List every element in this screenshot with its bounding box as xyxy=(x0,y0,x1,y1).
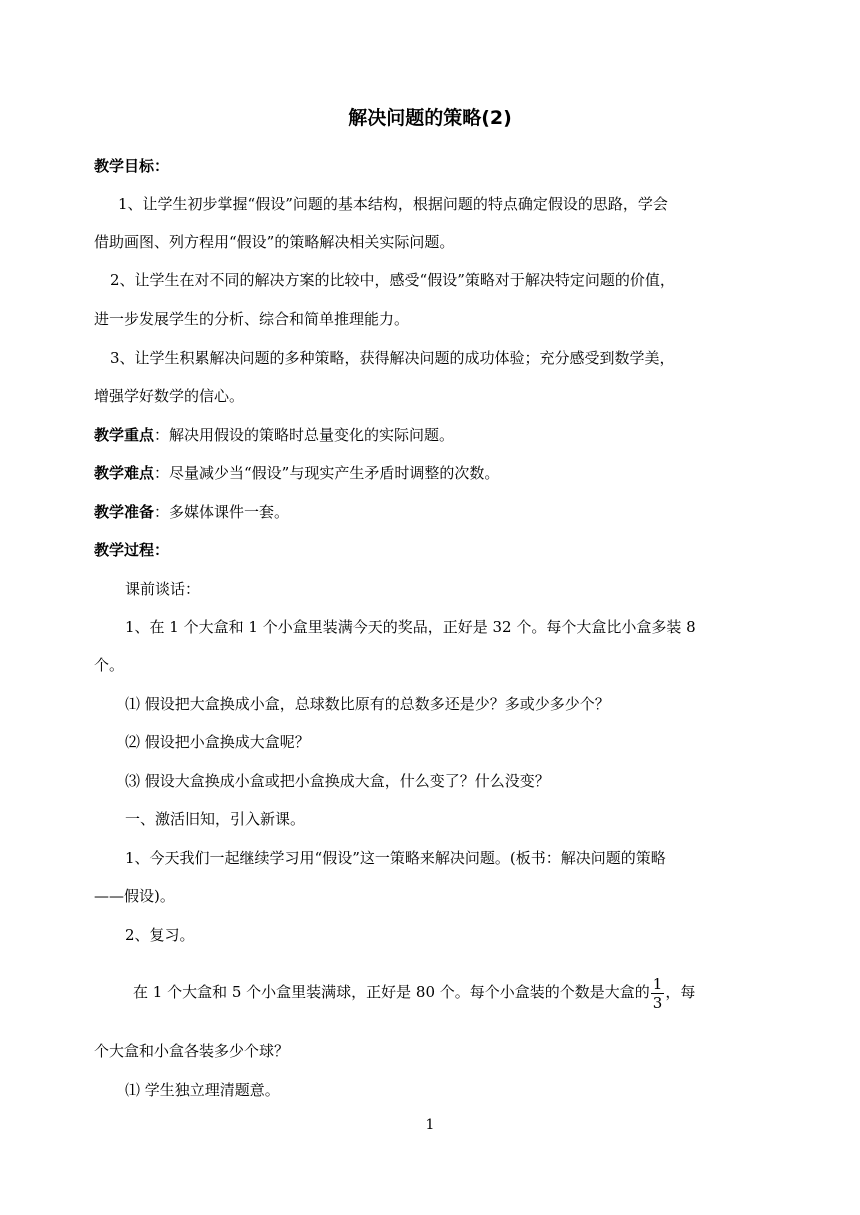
page-number: 1 xyxy=(425,1117,435,1133)
objective-1-line-1: 1、让学生初步掌握“假设”问题的基本结构，根据问题的特点确定假设的思路，学会 xyxy=(118,195,668,213)
review-problem-part-1: 在 1 个大盒和 5 个小盒里装满球，正好是 80 个。每个小盒装的个数是大盒的 xyxy=(133,983,650,1001)
preparation-label: 教学准备 xyxy=(94,503,155,521)
objective-3-line-2: 增强学好数学的信心。 xyxy=(94,387,245,405)
key-point-label: 教学重点 xyxy=(94,426,155,444)
process-heading: 教学过程： xyxy=(94,541,170,559)
difficulty xyxy=(94,462,774,484)
fraction-one-third xyxy=(651,975,665,1012)
difficulty-text: ：尽量减少当“假设”与现实产生矛盾时调整的次数。 xyxy=(154,464,500,482)
pre-class-talk: 课前谈话： xyxy=(125,580,201,598)
talk-problem-line-2: 个。 xyxy=(94,656,125,674)
review-problem-line-2: 个大盒和小盒各装多少个球？ xyxy=(94,1042,290,1060)
step-2: 2、复习。 xyxy=(125,926,195,944)
preparation-text: ：多媒体课件一套。 xyxy=(154,503,290,521)
question-3: ⑶ 假设大盒换成小盒或把小盒换成大盒，什么变了？什么没变？ xyxy=(125,772,550,790)
key-point-text: ：解决用假设的策略时总量变化的实际问题。 xyxy=(154,426,455,444)
objectives-heading: 教学目标： xyxy=(94,157,170,175)
review-problem-part-2: ，每 xyxy=(665,983,696,1001)
preparation xyxy=(94,501,774,523)
step-1-line-2: ——假设)。 xyxy=(94,887,175,905)
section-1-heading: 一、激活旧知，引入新课。 xyxy=(125,810,306,828)
objective-1-line-2: 借助画图、列方程用“假设”的策略解决相关实际问题。 xyxy=(94,233,455,251)
question-1: ⑴ 假设把大盒换成小盒，总球数比原有的总数多还是少？多或少多少个？ xyxy=(125,695,610,713)
fraction-numerator: 1 xyxy=(652,974,663,993)
objective-2-line-1: 2、让学生在对不同的解决方案的比较中，感受“假设”策略对于解决特定问题的价值， xyxy=(110,271,675,289)
objective-2-line-2: 进一步发展学生的分析、综合和简单推理能力。 xyxy=(94,310,410,328)
fraction-denominator: 3 xyxy=(652,993,663,1012)
difficulty-label: 教学难点 xyxy=(94,464,155,482)
review-step-1: ⑴ 学生独立理清题意。 xyxy=(125,1081,280,1099)
talk-problem-line-1: 1、在 1 个大盒和 1 个小盒里装满今天的奖品，正好是 32 个。每个大盒比小盒多装 8 xyxy=(125,618,696,636)
objective-3-line-1: 3、让学生积累解决问题的多种策略，获得解决问题的成功体验；充分感受到数学美， xyxy=(110,349,675,367)
document-title: 解决问题的策略(2) xyxy=(348,107,512,129)
key-point xyxy=(94,424,774,446)
question-2: ⑵ 假设把小盒换成大盒呢？ xyxy=(125,733,310,751)
review-problem-line-1 xyxy=(133,962,774,1022)
step-1-line-1: 1、今天我们一起继续学习用“假设”这一策略来解决问题。(板书：解决问题的策略 xyxy=(125,849,666,867)
